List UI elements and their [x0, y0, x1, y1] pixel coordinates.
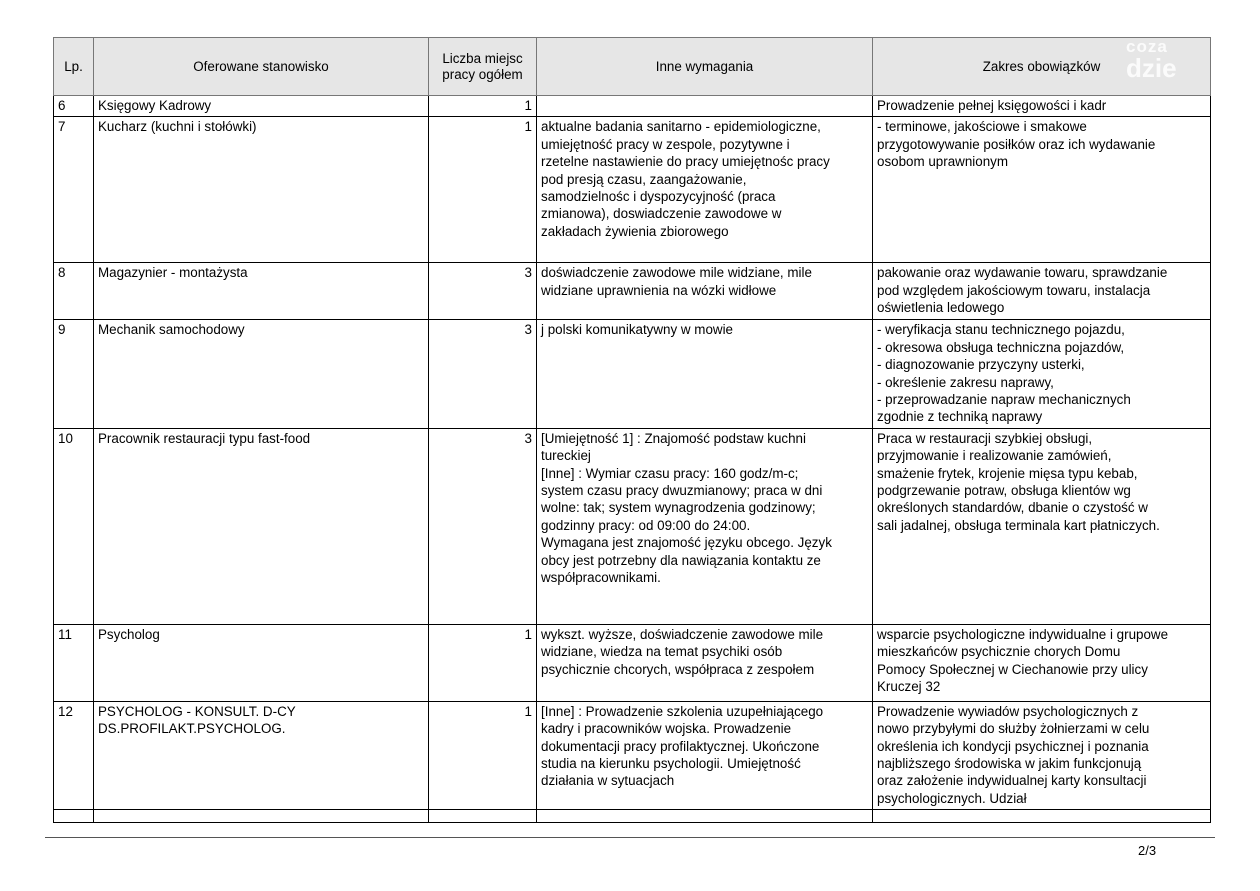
table-row [54, 96, 1211, 117]
header-requirements: Inne wymagania [537, 38, 873, 96]
page-number: 2/3 [1138, 843, 1157, 858]
cell-requirements: wykszt. wyższe, doświadczenie zawodowe mile widziane, wiedza na temat psychiki osób psychicznie chcorych, współpraca z zespołem [537, 624, 873, 701]
cell-position: Kucharz (kuchni i stołówki) [94, 117, 429, 263]
cell-duties: - terminowe, jakościowe i smakowe przygotowywanie posiłków oraz ich wydawanie osobom uprawnionym [873, 117, 1211, 263]
cell-requirements: [Umiejętność 1] : Znajomość podstaw kuchni tureckiej [Inne] : Wymiar czasu pracy: 160 godz/m-c; system czasu pracy dwuzmianowy; praca w dni wolne: tak; system wynagrodzenia godzinowy; godzinny pracy: od 09:00 do 24:00. Wymagana jest znajomość języku obcego. Język obcy jest potrzebny dla nawiązania kontaktu ze współpracownikami. [537, 428, 873, 624]
cell-lp: 9 [54, 320, 94, 428]
cell-requirements: [Inne] : Prowadzenie szkolenia uzupełniającego kadry i pracowników wojska. Prowadzenie dokumentacji pracy profilaktycznej. Ukończone studia na kierunku psychologii. Umiejętność działania w sytuacjach [537, 701, 873, 809]
cell-lp: 7 [54, 117, 94, 263]
cell-position: Pracownik restauracji typu fast-food [94, 428, 429, 624]
table-row [54, 117, 1211, 263]
cell-places: 1 [429, 701, 537, 809]
cell-places: 3 [429, 320, 537, 428]
cell-requirements: j polski komunikatywny w mowie [537, 320, 873, 428]
cell-requirements: doświadczenie zawodowe mile widziane, mile widziane uprawnienia na wózki widłowe [537, 263, 873, 320]
table-row-continued [54, 810, 1211, 823]
cell-position: Psycholog [94, 624, 429, 701]
cell-lp: 6 [54, 96, 94, 117]
header-duties: Zakres obowiązków [873, 38, 1211, 96]
cell-duties: pakowanie oraz wydawanie towaru, sprawdzanie pod względem jakościowym towaru, instalacja oświetlenia ledowego [873, 263, 1211, 320]
cell-position: Magazynier - montażysta [94, 263, 429, 320]
footer-divider [45, 837, 1215, 838]
cell-duties: - weryfikacja stanu technicznego pojazdu, - okresowa obsługa techniczna pojazdów, - diagnozowanie przyczyny usterki, - określenie zakresu naprawy, - przeprowadzanie napraw mechanicznych zgodnie z techniką naprawy [873, 320, 1211, 428]
table-row [54, 701, 1211, 809]
cell-duties: Prowadzenie pełnej księgowości i kadr [873, 96, 1211, 117]
cell-position: Mechanik samochodowy [94, 320, 429, 428]
cell-lp: 10 [54, 428, 94, 624]
cell-duties: Prowadzenie wywiadów psychologicznych z nowo przybyłymi do służby żołnierzami w celu określenia ich kondycji psychicznej i poznania najbliższego środowiska w jakim funkcjonują oraz założenie indywidualnej karty konsultacji psychologicznych. Udział [873, 701, 1211, 809]
cell-position: PSYCHOLOG - KONSULT. D-CY DS.PROFILAKT.PSYCHOLOG. [94, 701, 429, 809]
watermark-line-1: coza [1126, 38, 1168, 56]
watermark-line-2: dzie [1126, 53, 1177, 83]
cell-places: 1 [429, 624, 537, 701]
table-row [54, 263, 1211, 320]
table-row [54, 624, 1211, 701]
cell-requirements: aktualne badania sanitarno - epidemiologiczne, umiejętność pracy w zespole, pozytywne i rzetelne nastawienie do pracy umiejętnośc pracy pod presją czasu, zaangażowanie, samodzielnośc i dyspozycyjność (praca zmianowa), doswiadczenie zawodowe w zakładach żywienia zbiorowego [537, 117, 873, 263]
cell-places: 3 [429, 263, 537, 320]
cell-lp: 8 [54, 263, 94, 320]
table-row [54, 320, 1211, 428]
cell-lp: 12 [54, 701, 94, 809]
cell-places: 1 [429, 117, 537, 263]
header-places: Liczba miejsc pracy ogółem [429, 38, 537, 96]
header-lp: Lp. [54, 38, 94, 96]
cell-lp: 11 [54, 624, 94, 701]
header-position: Oferowane stanowisko [94, 38, 429, 96]
cell-position: Księgowy Kadrowy [94, 96, 429, 117]
cell-duties: Praca w restauracji szybkiej obsługi, przyjmowanie i realizowanie zamówień, smażenie frytek, krojenie mięsa typu kebab, podgrzewanie potraw, obsługa klientów wg określonych standardów, dbanie o czystość w sali jadalnej, obsługa terminala kart płatniczych. [873, 428, 1211, 624]
cell-places: 1 [429, 96, 537, 117]
cell-places: 3 [429, 428, 537, 624]
site-watermark [1126, 38, 1212, 84]
table-header-row [54, 38, 1211, 96]
cell-duties: wsparcie psychologiczne indywidualne i grupowe mieszkańców psychicznie chorych Domu Pomocy Społecznej w Ciechanowie przy ulicy Kruczej 32 [873, 624, 1211, 701]
cell-requirements [537, 96, 873, 117]
table-row [54, 428, 1211, 624]
job-offers-table [53, 37, 1211, 823]
